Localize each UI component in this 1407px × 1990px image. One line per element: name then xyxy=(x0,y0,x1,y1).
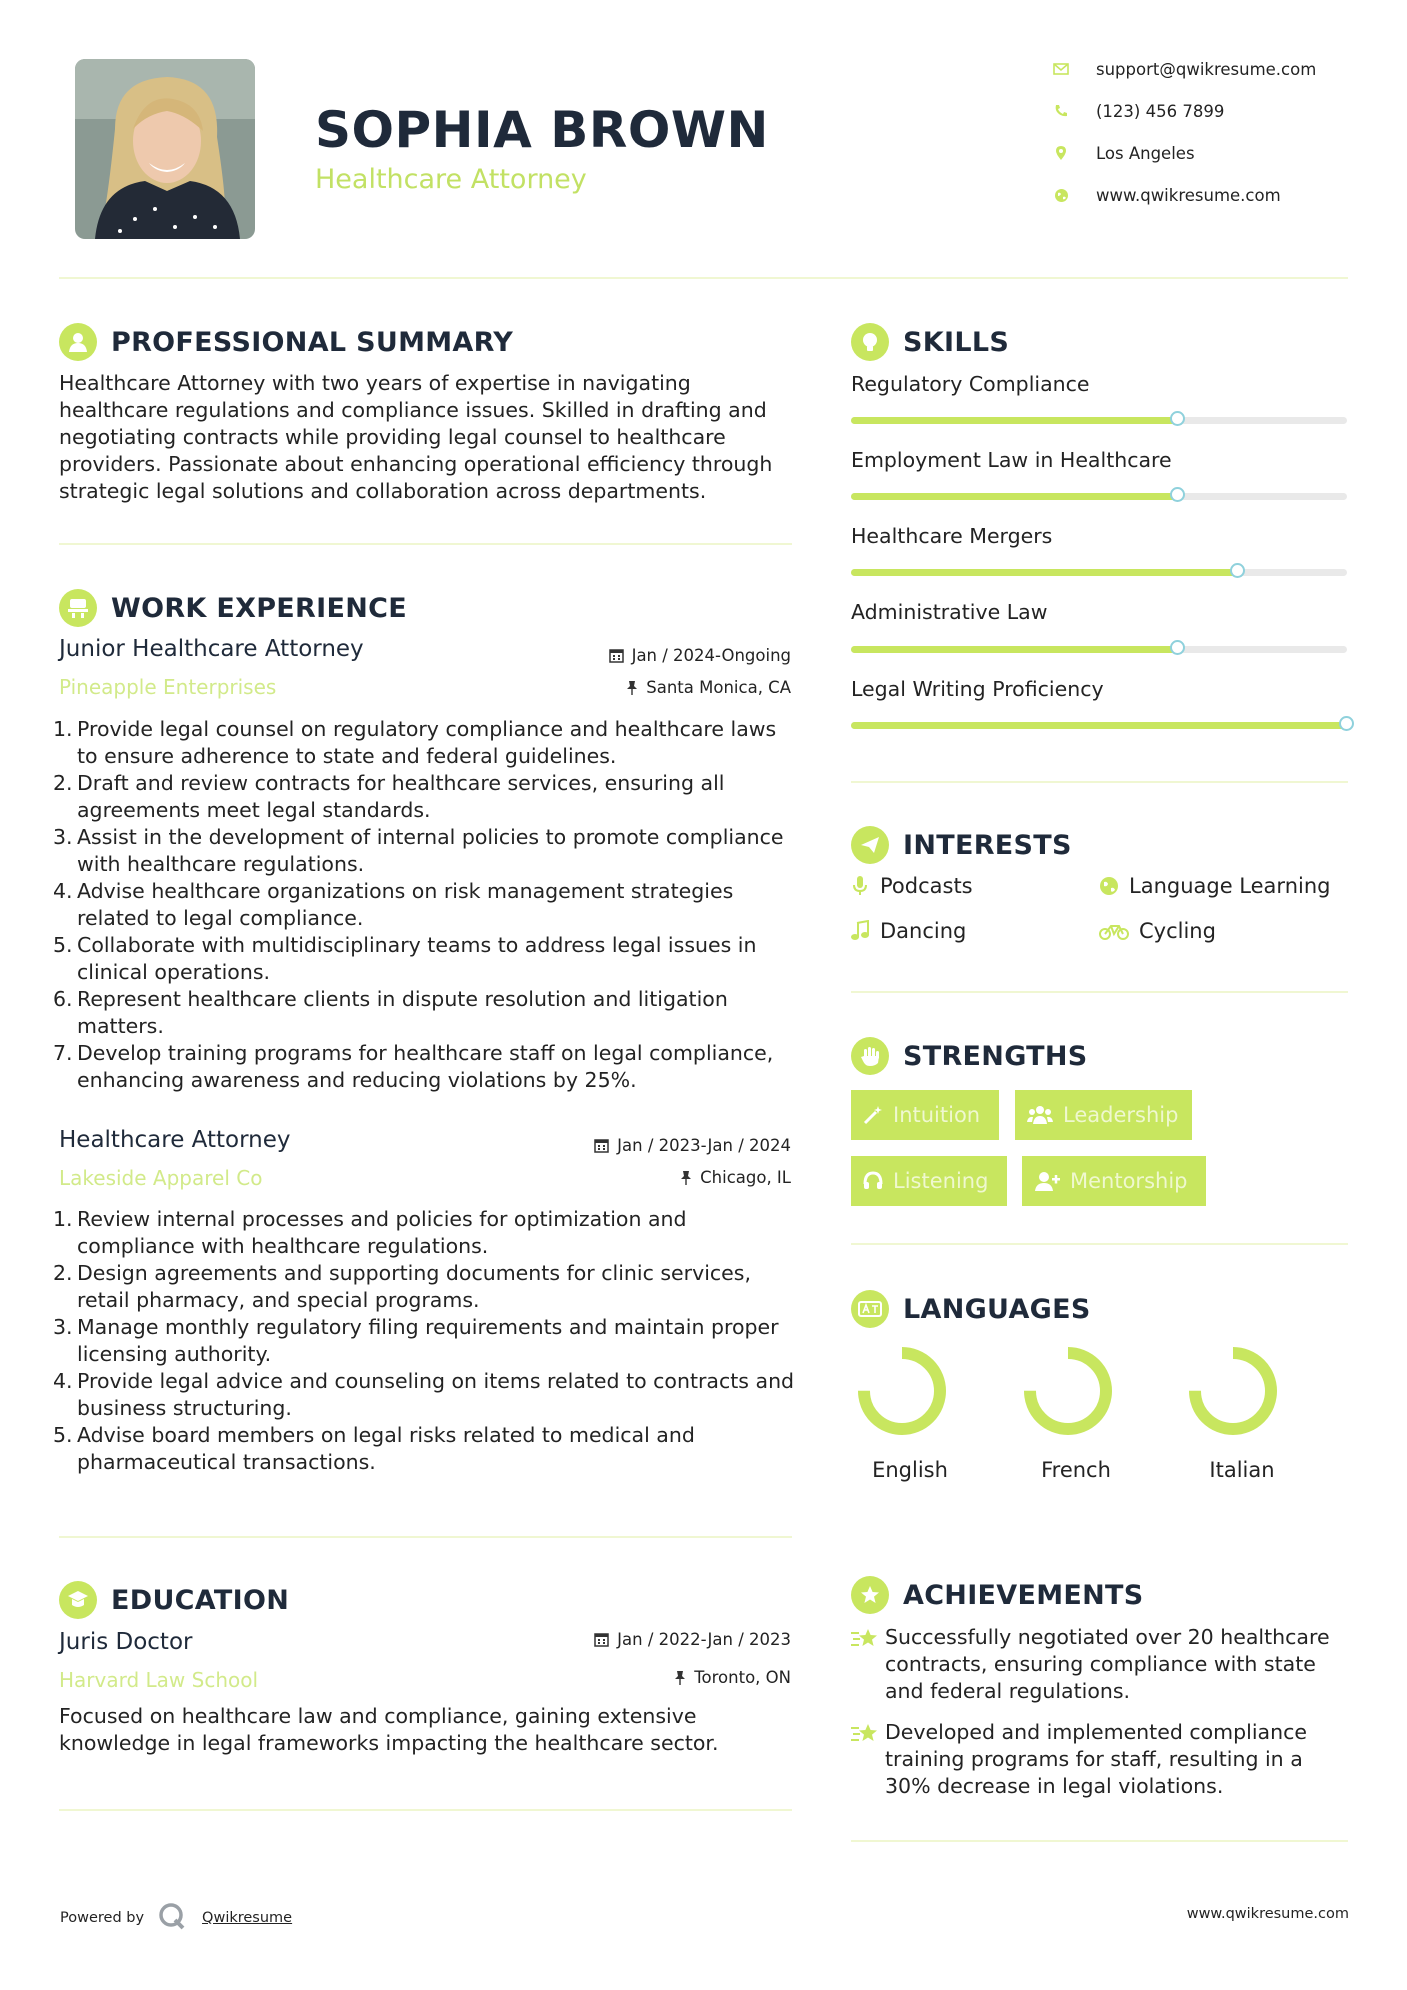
language-label: French xyxy=(1041,1458,1111,1482)
experience-heading xyxy=(59,589,407,627)
contact-location xyxy=(1052,142,1195,164)
envelope-icon xyxy=(1052,60,1070,78)
list-item: 2. Design agreements and supporting documents for clinic services, retail pharmacy, and special programs. xyxy=(53,1261,751,1312)
job-dates xyxy=(594,1136,791,1155)
graduate-icon xyxy=(59,1581,97,1619)
summary-title: PROFESSIONAL SUMMARY xyxy=(111,326,514,358)
achievement-text: Successfully negotiated over 20 healthcare contracts, ensuring compliance with state and federal regulations. xyxy=(885,1625,1330,1703)
languages-heading xyxy=(851,1290,1091,1328)
shooting-star-icon xyxy=(851,1624,885,1705)
skill-bar-knob xyxy=(1339,716,1354,731)
job-dates-text: Jan / 2024-Ongoing xyxy=(631,646,791,665)
skill-name: Legal Writing Proficiency xyxy=(851,677,1104,701)
achievements-title: ACHIEVEMENTS xyxy=(903,1579,1144,1611)
education-text: Focused on healthcare law and compliance, gaining extensive knowledge in legal frameworks impacting the healthcare sector. xyxy=(59,1704,719,1755)
skill-bar-fill xyxy=(851,417,1178,424)
strengths-title: STRENGTHS xyxy=(903,1040,1088,1072)
language-ring xyxy=(1188,1346,1278,1436)
skill-bar-knob xyxy=(1170,411,1185,426)
contact-website[interactable] xyxy=(1052,184,1281,206)
summary-text: Healthcare Attorney with two years of expertise in navigating healthcare regulations and compliance issues. Skilled in drafting and negotiating contracts while providing legal counsel to healthcare providers. Passionate about enhancing operational efficiency through strategic legal solutions and collaboration across departments. xyxy=(59,371,773,503)
strengths-divider xyxy=(851,1243,1348,1245)
achievement-item xyxy=(851,1624,1335,1705)
list-item: 4. Advise healthcare organizations on risk management strategies related to legal compliance. xyxy=(53,879,734,930)
job-title: Junior Healthcare Attorney xyxy=(59,636,364,662)
skill-bar-fill xyxy=(851,569,1238,576)
experience-title: WORK EXPERIENCE xyxy=(111,592,407,624)
achievements-heading xyxy=(851,1576,1144,1614)
skill-bar-knob xyxy=(1170,640,1185,655)
candidate-name: SOPHIA BROWN xyxy=(315,101,769,159)
globe-icon xyxy=(1097,874,1121,898)
strength-chip xyxy=(1015,1090,1192,1140)
music-note-icon xyxy=(848,919,872,943)
skill-bar-fill xyxy=(851,493,1178,500)
pushpin-icon xyxy=(680,1170,692,1185)
interest-item xyxy=(1097,874,1330,898)
calendar-icon xyxy=(594,1138,609,1153)
job-title: Healthcare Attorney xyxy=(59,1127,291,1153)
skill-bar xyxy=(851,722,1347,729)
interests-title: INTERESTS xyxy=(903,829,1072,861)
degree-title: Juris Doctor xyxy=(59,1629,193,1655)
strength-chip xyxy=(851,1090,999,1140)
lightbulb-icon xyxy=(851,323,889,361)
list-item: 7. Develop training programs for healthcare staff on legal compliance, enhancing awareness and reducing violations by 25%. xyxy=(53,1041,774,1092)
language-ring xyxy=(1023,1346,1113,1436)
pushpin-icon xyxy=(674,1670,686,1685)
job-location-text: Santa Monica, CA xyxy=(646,678,791,697)
pushpin-icon xyxy=(626,680,638,695)
qwikresume-logo-icon xyxy=(158,1902,186,1934)
education-location xyxy=(674,1668,791,1687)
contact-location-text: Los Angeles xyxy=(1096,143,1195,163)
headphones-icon xyxy=(863,1171,883,1191)
skill-name: Healthcare Mergers xyxy=(851,524,1053,548)
job-dates xyxy=(609,646,791,665)
interest-label: Language Learning xyxy=(1129,874,1331,898)
paper-plane-icon xyxy=(851,826,889,864)
strength-chip xyxy=(1022,1156,1206,1206)
translate-icon xyxy=(851,1290,889,1328)
skill-bar-knob xyxy=(1170,487,1185,502)
contact-email-text: support@qwikresume.com xyxy=(1096,59,1317,79)
interest-label: Cycling xyxy=(1139,919,1216,943)
education-heading xyxy=(59,1581,289,1619)
interest-item xyxy=(848,919,966,943)
list-item: 4. Provide legal advice and counseling on items related to contracts and business structuring. xyxy=(53,1369,795,1420)
education-divider xyxy=(59,1809,792,1811)
star-badge-icon xyxy=(851,1576,889,1614)
achievement-item xyxy=(851,1719,1335,1800)
interests-heading xyxy=(851,826,1072,864)
user-plus-icon xyxy=(1034,1171,1060,1191)
summary-heading xyxy=(59,323,513,361)
interest-label: Dancing xyxy=(880,919,967,943)
job-location xyxy=(626,678,791,697)
list-item: 5. Advise board members on legal risks related to medical and pharmaceutical transactions. xyxy=(53,1423,695,1474)
users-icon xyxy=(1027,1105,1053,1125)
achievement-text: Developed and implemented compliance training programs for staff, resulting in a 30% decrease in legal violations. xyxy=(885,1720,1307,1798)
education-dates-text: Jan / 2022-Jan / 2023 xyxy=(617,1630,791,1649)
candidate-role: Healthcare Attorney xyxy=(315,164,587,195)
profile-photo xyxy=(75,59,255,239)
phone-icon xyxy=(1052,102,1070,120)
skill-name: Administrative Law xyxy=(851,600,1048,624)
job-bullets xyxy=(53,1206,799,1476)
language-label: Italian xyxy=(1209,1458,1275,1482)
interest-label: Podcasts xyxy=(880,874,973,898)
globe-icon xyxy=(1052,186,1070,204)
contact-phone[interactable] xyxy=(1052,100,1224,122)
job-company: Pineapple Enterprises xyxy=(59,675,277,699)
skills-heading xyxy=(851,323,1009,361)
contact-website-text: www.qwikresume.com xyxy=(1096,185,1281,205)
experience-divider xyxy=(59,1536,792,1538)
strength-label: Intuition xyxy=(893,1103,981,1127)
hand-icon xyxy=(851,1037,889,1075)
skill-bar xyxy=(851,569,1347,576)
footer-website-link[interactable]: www.qwikresume.com xyxy=(1186,1906,1349,1922)
microphone-icon xyxy=(848,874,872,898)
skill-bar-fill xyxy=(851,722,1347,729)
calendar-icon xyxy=(609,648,624,663)
contact-email[interactable] xyxy=(1052,58,1316,80)
job-location-text: Chicago, IL xyxy=(700,1168,791,1187)
qwikresume-link[interactable]: Qwikresume xyxy=(202,1910,293,1926)
skill-bar-fill xyxy=(851,646,1178,653)
strength-label: Leadership xyxy=(1063,1103,1179,1127)
strength-label: Mentorship xyxy=(1070,1169,1188,1193)
skill-bar-knob xyxy=(1230,563,1245,578)
user-icon xyxy=(59,323,97,361)
list-item: 3. Manage monthly regulatory filing requirements and maintain proper licensing authority. xyxy=(53,1315,779,1366)
header-divider xyxy=(59,277,1348,279)
list-item: 1. Provide legal counsel on regulatory compliance and healthcare laws to ensure adherence to state and federal guidelines. xyxy=(53,717,777,768)
achievements-divider xyxy=(851,1840,1348,1842)
calendar-icon xyxy=(594,1632,609,1647)
strength-chip xyxy=(851,1156,1007,1206)
strength-label: Listening xyxy=(893,1169,989,1193)
shooting-star-icon xyxy=(851,1719,885,1800)
skill-name: Employment Law in Healthcare xyxy=(851,448,1172,472)
job-location xyxy=(680,1168,791,1187)
summary-divider xyxy=(59,543,792,545)
skill-name: Regulatory Compliance xyxy=(851,372,1090,396)
list-item: 2. Draft and review contracts for healthcare services, ensuring all agreements meet legal standards. xyxy=(53,771,725,822)
education-dates xyxy=(594,1630,791,1649)
map-pin-icon xyxy=(1052,144,1070,162)
list-item: 5. Collaborate with multidisciplinary teams to address legal issues in clinical operations. xyxy=(53,933,757,984)
language-ring xyxy=(857,1346,947,1436)
strengths-heading xyxy=(851,1037,1088,1075)
bicycle-icon xyxy=(1097,919,1131,943)
interest-item xyxy=(1097,919,1216,943)
magic-wand-icon xyxy=(863,1105,883,1125)
briefcase-icon xyxy=(59,589,97,627)
skill-bar xyxy=(851,417,1347,424)
skill-bar xyxy=(851,646,1347,653)
school-name: Harvard Law School xyxy=(59,1668,259,1692)
list-item: 3. Assist in the development of internal policies to promote compliance with healthcare regulations. xyxy=(53,825,784,876)
list-item: 6. Represent healthcare clients in dispute resolution and litigation matters. xyxy=(53,987,728,1038)
job-bullets xyxy=(53,716,799,1094)
language-label: English xyxy=(872,1458,948,1482)
footer-powered-by xyxy=(60,1902,292,1934)
list-item: 1. Review internal processes and policies for optimization and compliance with healthcare regulations. xyxy=(53,1207,687,1258)
job-dates-text: Jan / 2023-Jan / 2024 xyxy=(617,1136,791,1155)
skills-title: SKILLS xyxy=(903,326,1010,358)
job-company: Lakeside Apparel Co xyxy=(59,1166,263,1190)
education-location-text: Toronto, ON xyxy=(694,1668,791,1687)
interests-divider xyxy=(851,991,1348,993)
skills-divider xyxy=(851,781,1348,783)
powered-by-text: Powered by xyxy=(60,1910,145,1926)
contact-phone-text: (123) 456 7899 xyxy=(1096,101,1225,121)
skill-bar xyxy=(851,493,1347,500)
interest-item xyxy=(848,874,973,898)
education-title: EDUCATION xyxy=(111,1584,290,1616)
languages-title: LANGUAGES xyxy=(903,1293,1091,1325)
